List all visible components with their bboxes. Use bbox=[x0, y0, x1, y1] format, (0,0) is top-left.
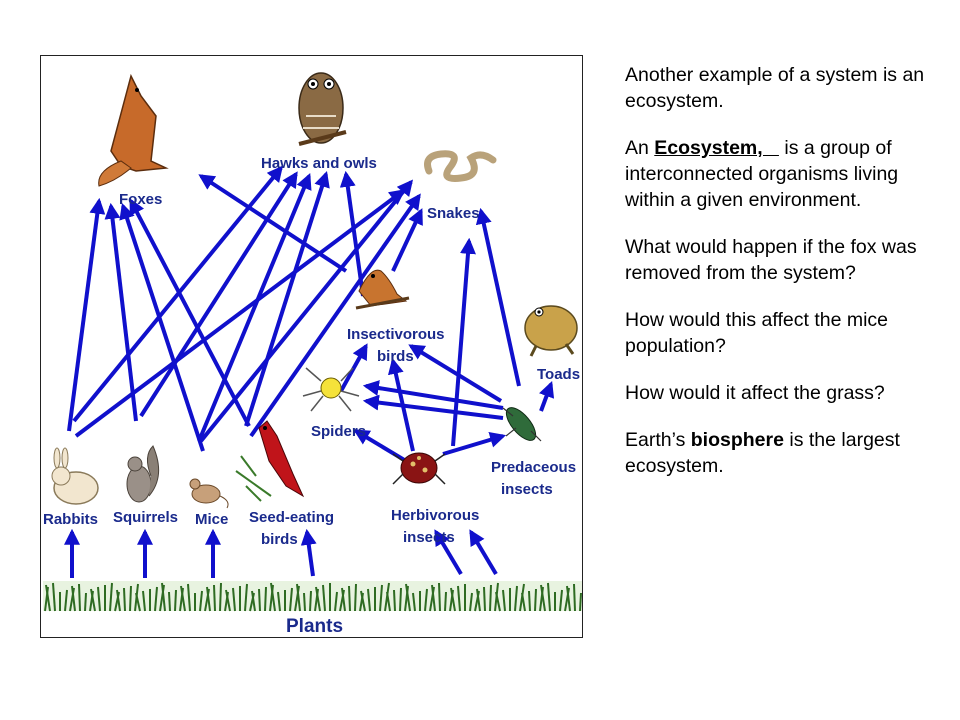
grass-blade bbox=[580, 593, 581, 611]
grass-blade bbox=[220, 583, 221, 611]
label-insectivorous-2: birds bbox=[377, 348, 414, 365]
arrow-plants-herbivorous-2 bbox=[471, 532, 496, 574]
grass-blade bbox=[574, 584, 575, 611]
arrow-predaceous-toads bbox=[541, 384, 551, 411]
label-hawks-owls: Hawks and owls bbox=[261, 155, 377, 172]
grass-blade bbox=[349, 586, 350, 611]
grass-blade bbox=[85, 593, 86, 611]
toad-icon bbox=[525, 306, 577, 356]
biosphere-suffix: is the largest ecosystem. bbox=[625, 429, 900, 477]
label-seed-eating-1: Seed-eating bbox=[249, 509, 335, 526]
label-rabbits: Rabbits bbox=[43, 511, 99, 528]
food-web-svg bbox=[41, 56, 584, 639]
label-predaceous-2: insects bbox=[501, 481, 553, 498]
label-mice: Mice bbox=[195, 511, 229, 528]
arrow-insbirds-snakes bbox=[393, 211, 421, 271]
label-predaceous-1: Predaceous bbox=[491, 459, 577, 476]
label-plants: Plants bbox=[286, 616, 344, 637]
label-snakes: Snakes bbox=[427, 205, 480, 222]
label-seed-eating-2: birds bbox=[261, 531, 298, 548]
grass-blade bbox=[355, 584, 356, 611]
grass-blade bbox=[124, 588, 125, 611]
grass-blade bbox=[445, 592, 446, 611]
label-spiders: Spiders bbox=[311, 423, 367, 440]
grass-blade bbox=[484, 587, 485, 611]
label-toads: Toads bbox=[537, 366, 581, 383]
owl-icon bbox=[299, 73, 346, 144]
label-insectivorous-1: Insectivorous bbox=[347, 326, 445, 343]
grass-blade bbox=[310, 591, 311, 611]
paragraph-biosphere bbox=[625, 427, 925, 479]
arrow-seedbirds-snakes bbox=[251, 196, 419, 436]
grass-blade bbox=[439, 583, 440, 611]
question-fox-removed: What would happen if the fox was removed from the system? bbox=[625, 236, 917, 284]
food-web-diagram bbox=[40, 55, 583, 638]
fox-icon bbox=[99, 76, 166, 186]
grass-blade bbox=[304, 593, 305, 611]
grass-strip bbox=[43, 581, 582, 611]
biosphere-prefix: Earth’s bbox=[625, 429, 691, 451]
grass-blade bbox=[400, 588, 401, 611]
definition-body: is a group of interconnected organisms living within a given environment. bbox=[625, 137, 899, 211]
question-grass: How would it affect the grass? bbox=[625, 382, 885, 404]
arrow-squirrels-hawks bbox=[141, 174, 296, 416]
grass-blade bbox=[259, 589, 260, 611]
seed-eating-bird-icon bbox=[236, 421, 303, 501]
grass-blade bbox=[130, 586, 131, 611]
arrow-plants-seedbirds bbox=[307, 532, 313, 576]
predaceous-insect-icon bbox=[501, 403, 541, 445]
arrow-seedbirds-foxes bbox=[131, 201, 249, 426]
snake-icon bbox=[428, 154, 494, 179]
grass-blade bbox=[535, 589, 536, 611]
label-foxes: Foxes bbox=[119, 191, 163, 208]
grass-blade bbox=[214, 585, 215, 611]
squirrel-icon bbox=[127, 446, 159, 502]
arrow-toads-snakes bbox=[481, 211, 519, 386]
question-mice-population: How would this affect the mice population? bbox=[625, 309, 889, 357]
mouse-icon bbox=[190, 479, 228, 508]
paragraph-system-example: Another example of a system is an ecosystem. bbox=[625, 64, 925, 112]
grass-blade bbox=[394, 590, 395, 611]
label-herbivorous-1: Herbivorous bbox=[391, 507, 480, 524]
label-squirrels: Squirrels bbox=[113, 509, 179, 526]
term-biosphere: biosphere bbox=[690, 429, 784, 451]
paragraph-ecosystem-definition bbox=[625, 135, 925, 213]
grass-blade bbox=[79, 584, 80, 611]
rabbit-icon bbox=[52, 448, 98, 504]
grass-blade bbox=[529, 591, 530, 611]
grass-blade bbox=[175, 590, 176, 611]
grass-blade bbox=[265, 587, 266, 611]
explanation-text bbox=[625, 62, 925, 500]
label-herbivorous-2: insects bbox=[403, 529, 455, 546]
grass-blade bbox=[490, 585, 491, 611]
definition-prefix: An bbox=[625, 137, 655, 159]
grass-blade bbox=[169, 592, 170, 611]
term-ecosystem: Ecosystem, bbox=[654, 137, 779, 159]
